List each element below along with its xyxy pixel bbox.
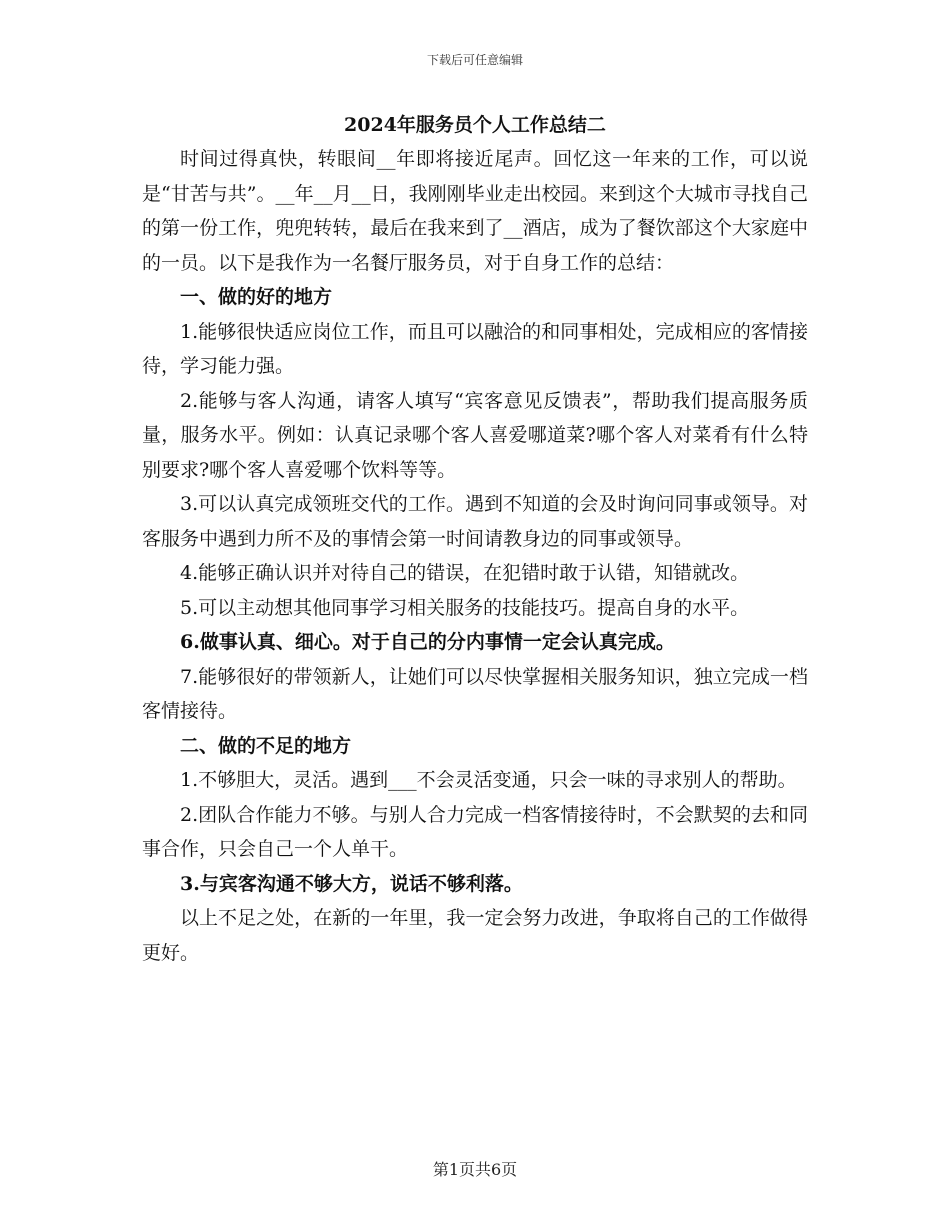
section-heading: 3.与宾客沟通不够大方，说话不够利落。	[180, 872, 523, 895]
section-heading: 6.做事认真、细心。对于自己的分内事情一定会认真完成。	[180, 631, 675, 653]
paragraph: 2.能够与客人沟通，请客人填写“宾客意见反馈表”，帮助我们提高服务质量，服务水平。例如：认真记录哪个客人喜爱哪道菜?哪个客人对菜肴有什么特别要求?哪个客人喜爱哪个饮料等等。	[142, 389, 808, 481]
paragraph: 7.能够很好的带领新人，让她们可以尽快掌握相关服务知识，独立完成一档客情接待。	[142, 665, 808, 722]
paragraph: 1.能够很快适应岗位工作，而且可以融洽的和同事相处，完成相应的客情接待，学习能力强。	[142, 320, 808, 377]
document-body	[142, 108, 808, 970]
paragraph: 时间过得真快，转眼间__年即将接近尾声。回忆这一年来的工作，可以说是“甘苦与共”。__年__月__日，我刚刚毕业走出校园。来到这个大城市寻找自己的第一份工作，兜兜转转，最后在我来到了__酒店，成为了餐饮部这个大家庭中的一员。以下是我作为一名餐厅服务员，对于自身工作的总结：	[142, 148, 808, 274]
page-footer: 第1页共6页	[432, 1160, 518, 1179]
paragraph: 2.团队合作能力不够。与别人合力完成一档客情接待时，不会默契的去和同事合作，只会自己一个人单干。	[142, 803, 808, 860]
paragraph: 以上不足之处，在新的一年里，我一定会努力改进，争取将自己的工作做得更好。	[142, 907, 808, 964]
section-heading: 二、做的不足的地方	[180, 734, 352, 757]
paragraph: 4.能够正确认识并对待自己的错误，在犯错时敢于认错，知错就改。	[180, 562, 750, 584]
document-title: 2024年服务员个人工作总结二	[344, 114, 606, 136]
paragraph-list	[142, 142, 808, 970]
paragraph: 1.不够胆大，灵活。遇到___不会灵活变通，只会一味的寻求别人的帮助。	[180, 769, 797, 791]
paragraph: 5.可以主动想其他同事学习相关服务的技能技巧。提高自身的水平。	[180, 596, 750, 619]
section-heading: 一、做的好的地方	[180, 286, 333, 308]
paragraph: 3.可以认真完成领班交代的工作。遇到不知道的会及时询问同事或领导。对客服务中遇到力所不及的事情会第一时间请教身边的同事或领导。	[142, 493, 808, 550]
page-header: 下载后可任意编辑	[426, 53, 523, 67]
